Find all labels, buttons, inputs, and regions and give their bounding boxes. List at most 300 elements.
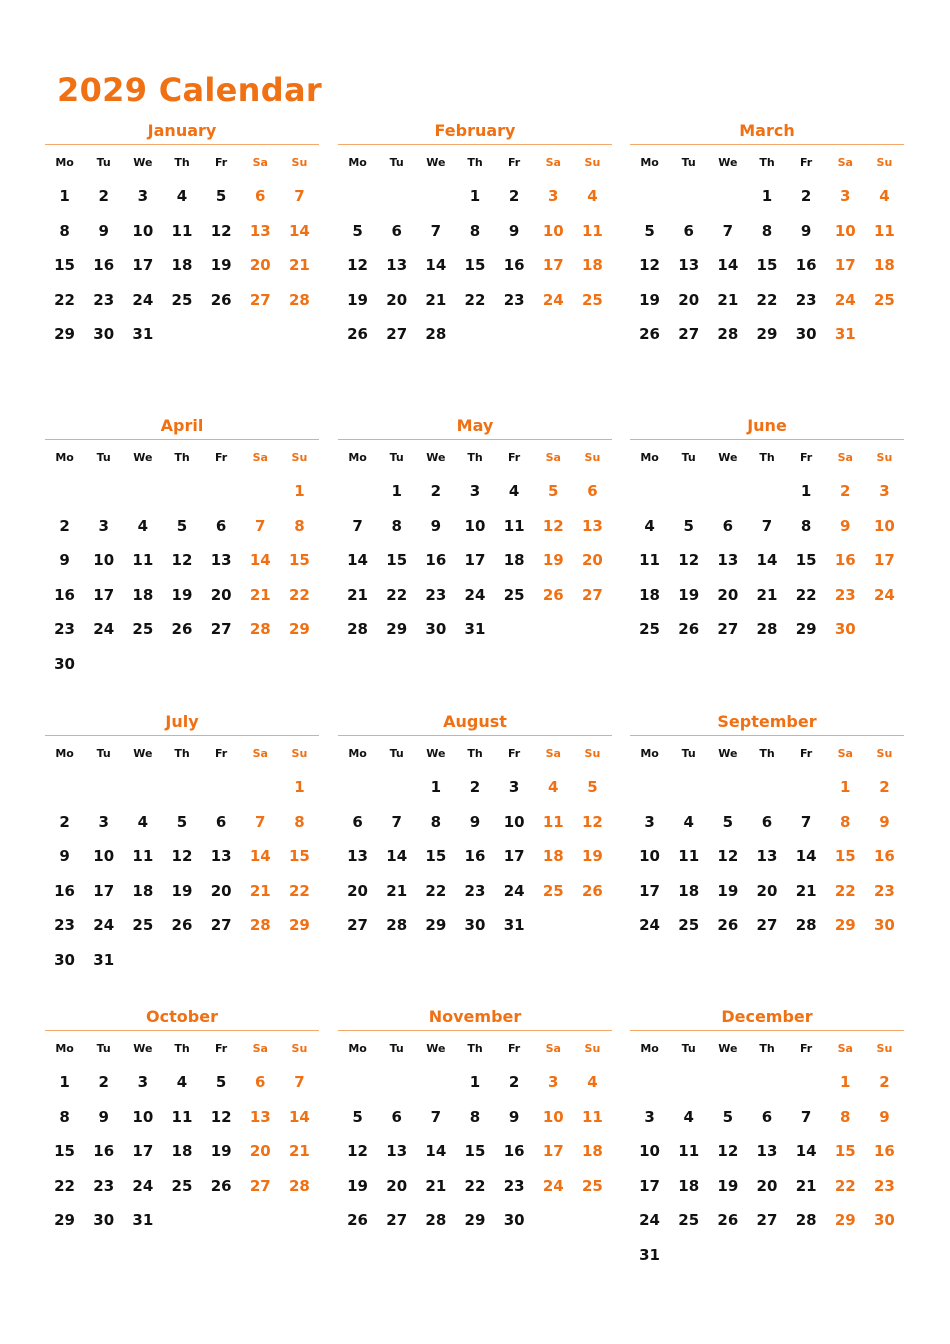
day-cell: 31 [503, 916, 525, 935]
weekday-label-th: Th [174, 746, 190, 760]
weekday-label-th: Th [759, 450, 775, 464]
month-name: February [338, 117, 612, 145]
day-cell: 13 [717, 551, 739, 570]
month-name: December [630, 1003, 904, 1031]
day-cell: 13 [347, 847, 368, 866]
day-cell: 19 [581, 847, 603, 866]
blank-cell [338, 179, 377, 214]
day-cell: 8 [294, 516, 305, 535]
weekday-header-row [45, 1031, 319, 1065]
day-cell: 11 [581, 1107, 603, 1126]
day-cell: 1 [840, 1073, 851, 1092]
day-cell: 13 [249, 1107, 271, 1126]
blank-cell [669, 770, 708, 805]
blank-cell [84, 770, 123, 805]
weekday-label-tu: Tu [96, 450, 111, 464]
day-cell: 13 [756, 847, 778, 866]
day-cell: 10 [132, 1107, 154, 1126]
blank-cell [747, 474, 786, 509]
day-cell: 13 [756, 1142, 778, 1161]
weekday-header-row [630, 736, 904, 770]
day-cell: 22 [795, 585, 817, 604]
day-cell: 12 [581, 812, 603, 831]
day-cell: 13 [678, 256, 700, 275]
day-cell: 29 [834, 916, 856, 935]
day-cell: 11 [678, 1142, 700, 1161]
blank-cell [338, 1065, 377, 1100]
weekday-label-th: Th [467, 746, 483, 760]
weekday-header-row [630, 440, 904, 474]
day-cell: 6 [391, 1107, 402, 1126]
day-cell: 11 [873, 221, 895, 240]
day-cell: 16 [873, 847, 895, 866]
day-cell: 22 [756, 290, 778, 309]
blank-cell [377, 179, 416, 214]
blank-cell [669, 179, 708, 214]
blank-cell [338, 770, 377, 805]
weekday-header-row [338, 440, 612, 474]
day-cell: 22 [386, 585, 408, 604]
day-cell: 18 [581, 1142, 603, 1161]
day-cell: 28 [756, 620, 778, 639]
day-cell: 23 [503, 1176, 525, 1195]
day-cell: 10 [93, 847, 115, 866]
weekday-label-we: We [426, 746, 446, 760]
day-cell: 12 [347, 1142, 368, 1161]
day-cell: 23 [834, 585, 856, 604]
day-cell: 28 [386, 916, 408, 935]
month-name: October [45, 1003, 319, 1031]
weekday-label-sa: Sa [252, 746, 268, 760]
day-cell: 25 [132, 916, 154, 935]
day-cell: 18 [132, 881, 154, 900]
day-cell: 16 [873, 1142, 895, 1161]
day-cell: 20 [386, 1176, 408, 1195]
day-cell: 24 [132, 290, 154, 309]
weekday-label-mo: Mo [55, 450, 74, 464]
day-cell: 19 [347, 290, 368, 309]
weekday-header-row [630, 1031, 904, 1065]
day-cell: 17 [873, 551, 895, 570]
day-cell: 22 [54, 1176, 75, 1195]
day-cell: 1 [294, 482, 305, 501]
day-cell: 6 [255, 1073, 266, 1092]
day-cell: 18 [678, 1176, 700, 1195]
day-cell: 27 [717, 620, 739, 639]
day-cell: 6 [215, 516, 227, 535]
day-cell: 6 [587, 482, 598, 501]
day-cell: 21 [249, 881, 271, 900]
weekday-header-row [45, 440, 319, 474]
day-cell: 15 [288, 551, 310, 570]
day-cell: 23 [873, 881, 895, 900]
day-cell: 12 [678, 551, 700, 570]
day-cell: 1 [294, 778, 305, 797]
day-cell: 12 [347, 256, 368, 275]
month-november [338, 1003, 612, 1238]
day-cell: 25 [678, 916, 700, 935]
weekday-label-fr: Fr [215, 450, 228, 464]
day-cell: 1 [391, 482, 402, 501]
day-cell: 10 [93, 551, 115, 570]
day-cell: 10 [464, 516, 486, 535]
day-cell: 6 [683, 221, 694, 240]
blank-cell [45, 474, 84, 509]
day-cell: 7 [352, 516, 363, 535]
day-cell: 4 [683, 1107, 694, 1126]
month-april [45, 412, 319, 681]
day-cell: 15 [425, 847, 447, 866]
day-cell: 26 [171, 620, 193, 639]
day-cell: 9 [98, 1107, 109, 1126]
day-cell: 14 [425, 1142, 447, 1161]
month-july [45, 708, 319, 977]
month-name: August [338, 708, 612, 736]
day-cell: 20 [210, 585, 232, 604]
weekday-label-we: We [718, 746, 738, 760]
day-cell: 1 [800, 482, 812, 501]
day-cell: 6 [215, 812, 227, 831]
day-cell: 26 [717, 1211, 739, 1230]
weekday-label-fr: Fr [508, 450, 521, 464]
day-cell: 26 [678, 620, 700, 639]
weekday-label-mo: Mo [640, 450, 659, 464]
blank-cell [708, 179, 747, 214]
weekday-label-su: Su [876, 746, 893, 760]
day-cell: 28 [249, 620, 271, 639]
day-cell: 16 [93, 256, 115, 275]
day-cell: 25 [503, 585, 525, 604]
weekday-label-th: Th [174, 155, 190, 169]
day-cell: 14 [386, 847, 408, 866]
day-cell: 1 [59, 187, 70, 206]
day-cell: 23 [795, 290, 817, 309]
blank-cell [708, 474, 747, 509]
day-cell: 31 [639, 1245, 660, 1264]
day-cell: 18 [503, 551, 525, 570]
weekday-label-fr: Fr [508, 155, 521, 169]
day-cell: 10 [639, 847, 660, 866]
day-cell: 9 [840, 516, 851, 535]
day-cell: 28 [347, 620, 368, 639]
weekday-label-sa: Sa [837, 450, 853, 464]
blank-cell [202, 474, 241, 509]
day-cell: 5 [722, 812, 734, 831]
day-cell: 29 [288, 916, 310, 935]
day-cell: 3 [469, 482, 481, 501]
month-name: April [45, 412, 319, 440]
blank-cell [669, 474, 708, 509]
day-cell: 4 [176, 1073, 188, 1092]
day-cell: 1 [59, 1073, 70, 1092]
weekday-label-we: We [718, 450, 738, 464]
weekday-label-tu: Tu [389, 746, 404, 760]
day-cell: 5 [215, 1073, 227, 1092]
day-cell: 26 [581, 881, 603, 900]
day-cell: 18 [678, 881, 700, 900]
day-cell: 17 [464, 551, 486, 570]
day-cell: 18 [873, 256, 895, 275]
days-grid [338, 770, 612, 943]
day-cell: 8 [430, 812, 442, 831]
month-name: January [45, 117, 319, 145]
month-may [338, 412, 612, 647]
month-february [338, 117, 612, 352]
day-cell: 11 [132, 847, 154, 866]
day-cell: 11 [171, 221, 193, 240]
day-cell: 16 [503, 1142, 525, 1161]
day-cell: 20 [386, 290, 408, 309]
day-cell: 21 [425, 1176, 447, 1195]
day-cell: 14 [717, 256, 739, 275]
weekday-label-th: Th [174, 450, 190, 464]
day-cell: 3 [98, 812, 109, 831]
day-cell: 9 [469, 812, 481, 831]
day-cell: 8 [59, 1107, 70, 1126]
weekday-label-fr: Fr [800, 746, 813, 760]
day-cell: 15 [464, 1142, 486, 1161]
day-cell: 26 [717, 916, 739, 935]
day-cell: 15 [756, 256, 778, 275]
blank-cell [747, 770, 786, 805]
day-cell: 13 [386, 1142, 408, 1161]
day-cell: 22 [834, 881, 856, 900]
day-cell: 3 [137, 1073, 149, 1092]
day-cell: 21 [347, 585, 368, 604]
day-cell: 20 [347, 881, 368, 900]
day-cell: 17 [93, 881, 115, 900]
day-cell: 20 [581, 551, 603, 570]
day-cell: 24 [93, 620, 115, 639]
weekday-label-su: Su [291, 1041, 308, 1055]
day-cell: 20 [249, 256, 271, 275]
day-cell: 2 [430, 482, 442, 501]
day-cell: 4 [137, 812, 149, 831]
day-cell: 26 [210, 1176, 232, 1195]
blank-cell [787, 770, 826, 805]
weekday-label-we: We [718, 1041, 738, 1055]
day-cell: 3 [137, 187, 149, 206]
weekday-label-mo: Mo [55, 1041, 74, 1055]
day-cell: 24 [542, 1176, 564, 1195]
weekday-header-row [45, 145, 319, 179]
day-cell: 21 [717, 290, 739, 309]
day-cell: 21 [795, 881, 817, 900]
weekday-label-th: Th [759, 155, 775, 169]
day-cell: 7 [391, 812, 402, 831]
day-cell: 6 [722, 516, 734, 535]
weekday-label-sa: Sa [252, 155, 268, 169]
day-cell: 8 [391, 516, 402, 535]
day-cell: 7 [294, 187, 305, 206]
day-cell: 8 [469, 1107, 481, 1126]
day-cell: 11 [542, 812, 564, 831]
blank-cell [630, 474, 669, 509]
weekday-label-we: We [133, 1041, 153, 1055]
day-cell: 11 [171, 1107, 193, 1126]
day-cell: 18 [581, 256, 603, 275]
day-cell: 17 [834, 256, 856, 275]
weekday-label-fr: Fr [800, 1041, 813, 1055]
blank-cell [241, 770, 280, 805]
blank-cell [630, 179, 669, 214]
day-cell: 7 [800, 812, 812, 831]
day-cell: 28 [425, 1211, 447, 1230]
day-cell: 14 [249, 551, 271, 570]
day-cell: 30 [464, 916, 486, 935]
day-cell: 27 [756, 1211, 778, 1230]
day-cell: 8 [840, 812, 851, 831]
day-cell: 7 [294, 1073, 305, 1092]
day-cell: 24 [93, 916, 115, 935]
day-cell: 9 [59, 847, 70, 866]
day-cell: 20 [756, 881, 778, 900]
day-cell: 11 [678, 847, 700, 866]
blank-cell [708, 1065, 747, 1100]
day-cell: 19 [171, 881, 193, 900]
day-cell: 11 [132, 551, 154, 570]
day-cell: 3 [548, 187, 559, 206]
day-cell: 5 [352, 1107, 363, 1126]
month-name: March [630, 117, 904, 145]
day-cell: 14 [425, 256, 447, 275]
day-cell: 19 [171, 585, 193, 604]
day-cell: 1 [430, 778, 442, 797]
day-cell: 10 [542, 221, 564, 240]
day-cell: 15 [834, 847, 856, 866]
day-cell: 2 [879, 1073, 890, 1092]
day-cell: 18 [542, 847, 564, 866]
blank-cell [162, 770, 201, 805]
day-cell: 22 [464, 1176, 486, 1195]
day-cell: 2 [840, 482, 851, 501]
weekday-label-mo: Mo [348, 155, 367, 169]
day-cell: 13 [386, 256, 408, 275]
weekday-header-row [630, 145, 904, 179]
weekday-label-su: Su [876, 1041, 893, 1055]
day-cell: 30 [93, 1211, 115, 1230]
weekday-label-mo: Mo [55, 155, 74, 169]
weekday-label-we: We [133, 155, 153, 169]
weekday-label-we: We [426, 450, 446, 464]
blank-cell [202, 770, 241, 805]
day-cell: 8 [294, 812, 305, 831]
day-cell: 2 [469, 778, 481, 797]
day-cell: 3 [644, 1107, 655, 1126]
day-cell: 19 [717, 881, 739, 900]
days-grid [630, 474, 904, 647]
day-cell: 5 [722, 1107, 734, 1126]
day-cell: 25 [581, 1176, 603, 1195]
day-cell: 6 [352, 812, 363, 831]
day-cell: 3 [98, 516, 109, 535]
day-cell: 5 [683, 516, 694, 535]
day-cell: 7 [430, 221, 442, 240]
day-cell: 15 [834, 1142, 856, 1161]
day-cell: 15 [464, 256, 486, 275]
day-cell: 25 [873, 290, 895, 309]
day-cell: 2 [800, 187, 812, 206]
day-cell: 26 [210, 290, 232, 309]
blank-cell [241, 474, 280, 509]
day-cell: 2 [879, 778, 890, 797]
weekday-label-mo: Mo [55, 746, 74, 760]
day-cell: 6 [761, 812, 773, 831]
day-cell: 26 [347, 1211, 368, 1230]
day-cell: 28 [717, 325, 739, 344]
day-cell: 4 [137, 516, 149, 535]
day-cell: 30 [834, 620, 856, 639]
blank-cell [123, 770, 162, 805]
day-cell: 29 [54, 1211, 75, 1230]
day-cell: 9 [508, 221, 520, 240]
day-cell: 12 [639, 256, 660, 275]
weekday-label-tu: Tu [96, 746, 111, 760]
day-cell: 24 [542, 290, 564, 309]
day-cell: 11 [503, 516, 525, 535]
day-cell: 28 [795, 916, 817, 935]
day-cell: 27 [210, 620, 232, 639]
weekday-label-fr: Fr [800, 450, 813, 464]
day-cell: 4 [548, 778, 559, 797]
day-cell: 26 [171, 916, 193, 935]
blank-cell [416, 1065, 455, 1100]
day-cell: 24 [873, 585, 895, 604]
day-cell: 2 [508, 1073, 520, 1092]
day-cell: 7 [430, 1107, 442, 1126]
weekday-label-su: Su [876, 155, 893, 169]
day-cell: 1 [469, 187, 481, 206]
day-cell: 8 [59, 221, 70, 240]
day-cell: 2 [508, 187, 520, 206]
day-cell: 22 [288, 881, 310, 900]
day-cell: 29 [386, 620, 408, 639]
day-cell: 6 [761, 1107, 773, 1126]
day-cell: 4 [587, 1073, 598, 1092]
day-cell: 29 [795, 620, 817, 639]
day-cell: 29 [425, 916, 447, 935]
weekday-header-row [338, 736, 612, 770]
weekday-label-th: Th [467, 155, 483, 169]
day-cell: 30 [54, 654, 75, 673]
day-cell: 20 [249, 1142, 271, 1161]
blank-cell [123, 474, 162, 509]
day-cell: 31 [132, 325, 154, 344]
day-cell: 2 [98, 187, 109, 206]
day-cell: 5 [176, 516, 188, 535]
day-cell: 14 [288, 1107, 310, 1126]
day-cell: 3 [548, 1073, 559, 1092]
month-name: May [338, 412, 612, 440]
day-cell: 4 [683, 812, 694, 831]
day-cell: 15 [288, 847, 310, 866]
weekday-label-mo: Mo [640, 746, 659, 760]
day-cell: 25 [542, 881, 564, 900]
day-cell: 14 [795, 847, 817, 866]
days-grid [45, 474, 319, 681]
weekday-label-su: Su [584, 450, 601, 464]
weekday-label-su: Su [876, 450, 893, 464]
weekday-label-we: We [133, 450, 153, 464]
day-cell: 6 [255, 187, 266, 206]
weekday-label-tu: Tu [681, 450, 696, 464]
day-cell: 30 [795, 325, 817, 344]
weekday-label-tu: Tu [681, 155, 696, 169]
day-cell: 19 [542, 551, 564, 570]
day-cell: 29 [54, 325, 75, 344]
day-cell: 27 [347, 916, 368, 935]
blank-cell [84, 474, 123, 509]
